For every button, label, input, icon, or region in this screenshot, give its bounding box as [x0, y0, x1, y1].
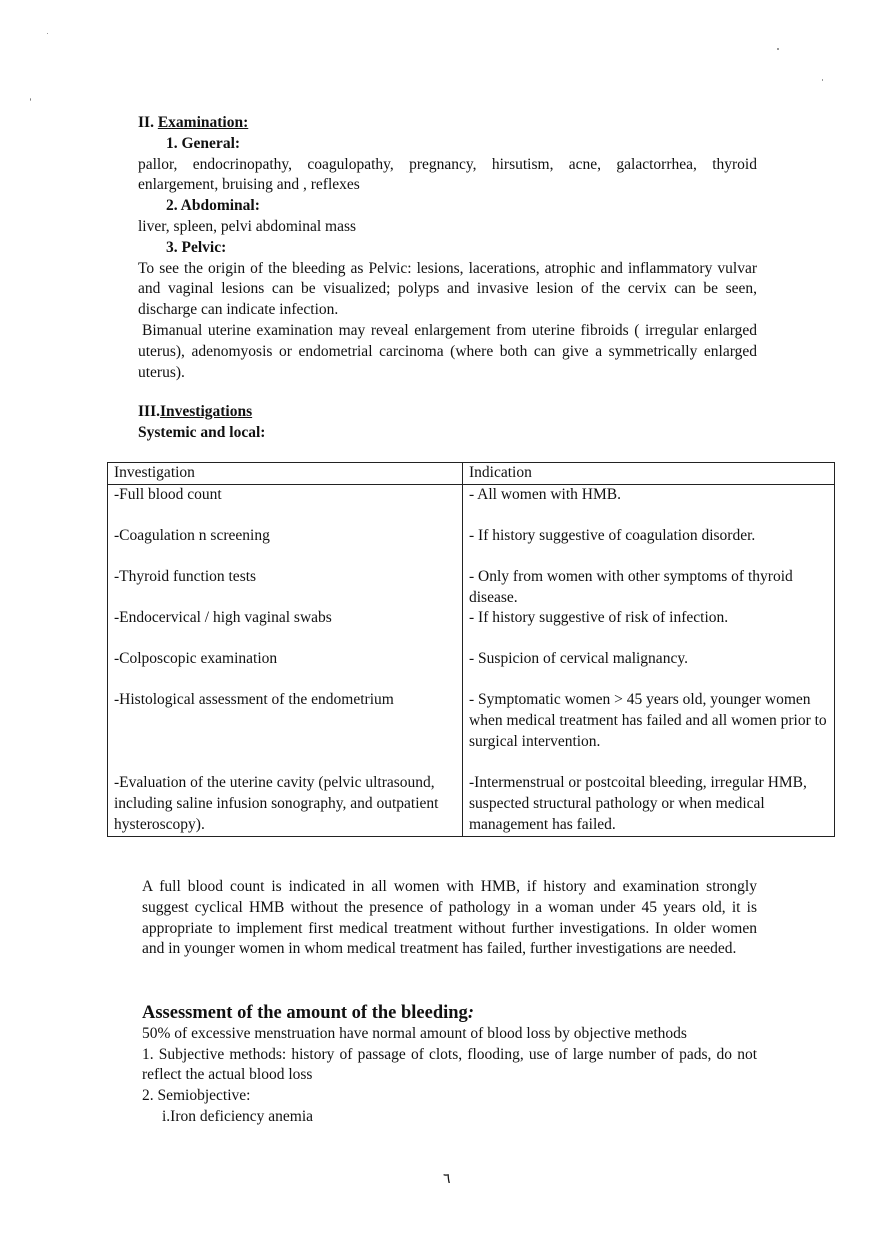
table-cell-indication: -Intermenstrual or postcoital bleeding, irregular HMB, suspected structural pathology or when medical management has failed.	[463, 773, 835, 836]
assessment-heading	[142, 1003, 757, 1024]
general-text: pallor, endocrinopathy, coagulopathy, pregnancy, hirsutism, acne, galactorrhea, thyroid enlargement, bruising and , reflexes	[138, 155, 757, 194]
table-row	[108, 608, 835, 649]
examination-heading	[138, 113, 757, 134]
pelvic-text-2: Bimanual uterine examination may reveal enlargement from uterine fibroids ( irregular enlarged uterus), adenomyosis or endometrial carcinoma (where both can give a symmetrically enlarged uterus).	[138, 321, 757, 381]
scan-speck	[30, 98, 31, 101]
table-row	[108, 649, 835, 690]
table-cell-investigation: -Histological assessment of the endometrium	[108, 690, 463, 773]
investigations-table	[107, 462, 835, 837]
table-cell-indication: - If history suggestive of risk of infection.	[463, 608, 835, 649]
abdominal-title: 2. Abdominal:	[166, 197, 260, 215]
scan-speck	[777, 48, 779, 50]
summary-paragraph: A full blood count is indicated in all women with HMB, if history and examination strongly suggest cyclical HMB without the presence of pathology in a woman under 45 years old, it is appropriate to implement first medical treatment without further investigations. In older women and in younger women in whom medical treatment has failed, further investigations are needed.	[142, 878, 757, 958]
table-row	[108, 484, 835, 526]
scan-speck	[822, 79, 823, 81]
table-header-investigation: Investigation	[108, 463, 463, 485]
assessment-heading-text: Assessment of the amount of the bleeding	[142, 1003, 468, 1023]
table-cell-investigation: -Evaluation of the uterine cavity (pelvic ultrasound, including saline infusion sonography, and outpatient hysteroscopy).	[108, 773, 463, 836]
general-title: 1. General:	[166, 134, 241, 152]
table-cell-investigation: -Endocervical / high vaginal swabs	[108, 608, 463, 649]
assessment-intro: 50% of excessive menstruation have normal amount of blood loss by objective methods	[142, 1024, 687, 1042]
investigations-heading-text: Investigations	[159, 403, 253, 420]
investigations-subheading: Systemic and local:	[138, 423, 266, 441]
table-header-row	[108, 463, 835, 485]
assessment-section	[142, 1003, 757, 1128]
table-cell-indication: - Symptomatic women > 45 years old, younger women when medical treatment has failed and all women prior to surgical intervention.	[463, 690, 835, 773]
table-cell-indication: - All women with HMB.	[463, 484, 835, 526]
assessment-item-2: 2. Semiobjective:	[142, 1087, 251, 1105]
assessment-item-2-sub: i.Iron deficiency anemia	[162, 1107, 314, 1125]
table-cell-investigation: -Full blood count	[108, 484, 463, 526]
examination-heading-number: II.	[138, 114, 154, 131]
investigations-heading	[138, 402, 757, 423]
table-row	[108, 773, 835, 836]
page-number: ٦	[443, 1172, 451, 1187]
table-cell-investigation: -Thyroid function tests	[108, 567, 463, 609]
table-cell-investigation: -Colposcopic examination	[108, 649, 463, 690]
scan-speck	[47, 33, 48, 34]
examination-heading-text: Examination:	[157, 114, 249, 131]
examination-section	[138, 113, 757, 383]
investigations-heading-number: III.	[138, 403, 160, 420]
assessment-heading-colon: :	[467, 1003, 474, 1023]
table-cell-indication: - Suspicion of cervical malignancy.	[463, 649, 835, 690]
table-row	[108, 567, 835, 609]
table-row	[108, 690, 835, 773]
table-cell-indication: - If history suggestive of coagulation disorder.	[463, 526, 835, 567]
investigations-section	[138, 402, 757, 444]
pelvic-title: 3. Pelvic:	[166, 238, 227, 256]
table-header-indication: Indication	[463, 463, 835, 485]
abdominal-text: liver, spleen, pelvi abdominal mass	[138, 217, 357, 235]
pelvic-text-1: To see the origin of the bleeding as Pelvic: lesions, lacerations, atrophic and inflammatory vulvar and vaginal lesions can be visualized; polyps and invasive lesion of the cervix can be seen, discharge can indicate infection.	[138, 259, 757, 319]
table-cell-indication: - Only from women with other symptoms of thyroid disease.	[463, 567, 835, 609]
assessment-item-1: 1. Subjective methods: history of passage of clots, flooding, use of large number of pads, do not reflect the actual blood loss	[142, 1045, 757, 1084]
table-row	[108, 526, 835, 567]
table-cell-investigation: -Coagulation n screening	[108, 526, 463, 567]
